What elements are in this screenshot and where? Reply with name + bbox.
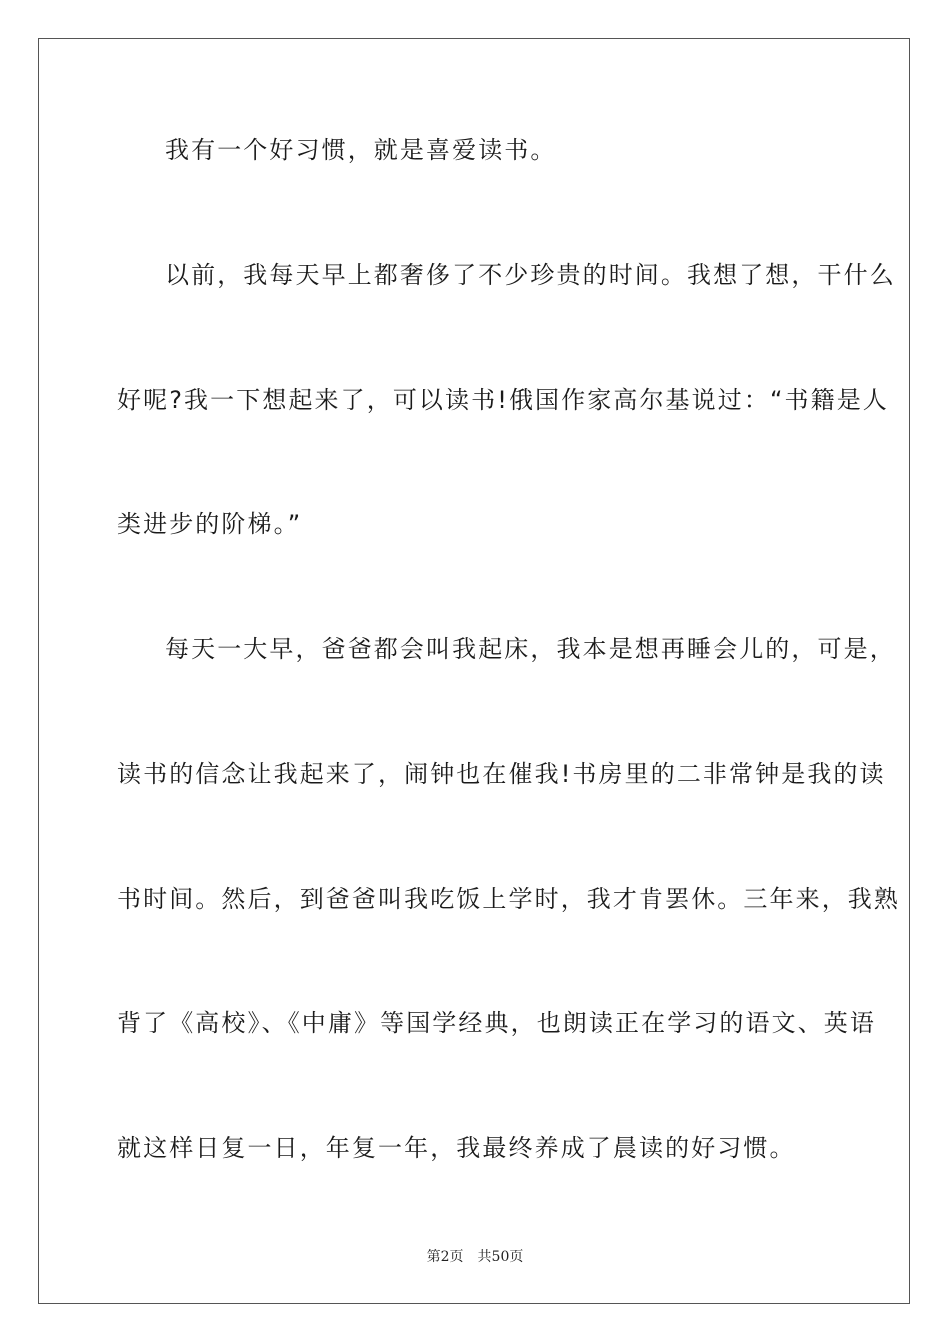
paragraph-line-3: 好呢?我一下想起来了，可以读书!俄国作家高尔基说过：“书籍是人 bbox=[117, 386, 889, 414]
page-frame bbox=[38, 38, 910, 1304]
page-total: 共50页 bbox=[477, 1249, 524, 1265]
page-footer bbox=[0, 1248, 950, 1266]
paragraph-line-4: 类进步的阶梯。” bbox=[117, 510, 303, 538]
page-number: 第2页 bbox=[426, 1249, 464, 1265]
paragraph-line-7: 书时间。然后，到爸爸叫我吃饭上学时，我才肯罢休。三年来，我熟 bbox=[117, 885, 900, 913]
paragraph-line-6: 读书的信念让我起来了，闹钟也在催我!书房里的二非常钟是我的读 bbox=[117, 760, 886, 788]
paragraph-line-9: 就这样日复一日，年复一年，我最终养成了晨读的好习惯。 bbox=[117, 1134, 796, 1162]
paragraph-line-8: 背了《高校》、《中庸》等国学经典，也朗读正在学习的语文、英语 bbox=[117, 1009, 876, 1037]
paragraph-line-1: 我有一个好习惯，就是喜爱读书。 bbox=[165, 136, 557, 164]
paragraph-line-2: 以前，我每天早上都奢侈了不少珍贵的时间。我想了想，干什么 bbox=[165, 261, 896, 289]
paragraph-line-5: 每天一大早，爸爸都会叫我起床，我本是想再睡会儿的，可是， bbox=[165, 635, 896, 663]
